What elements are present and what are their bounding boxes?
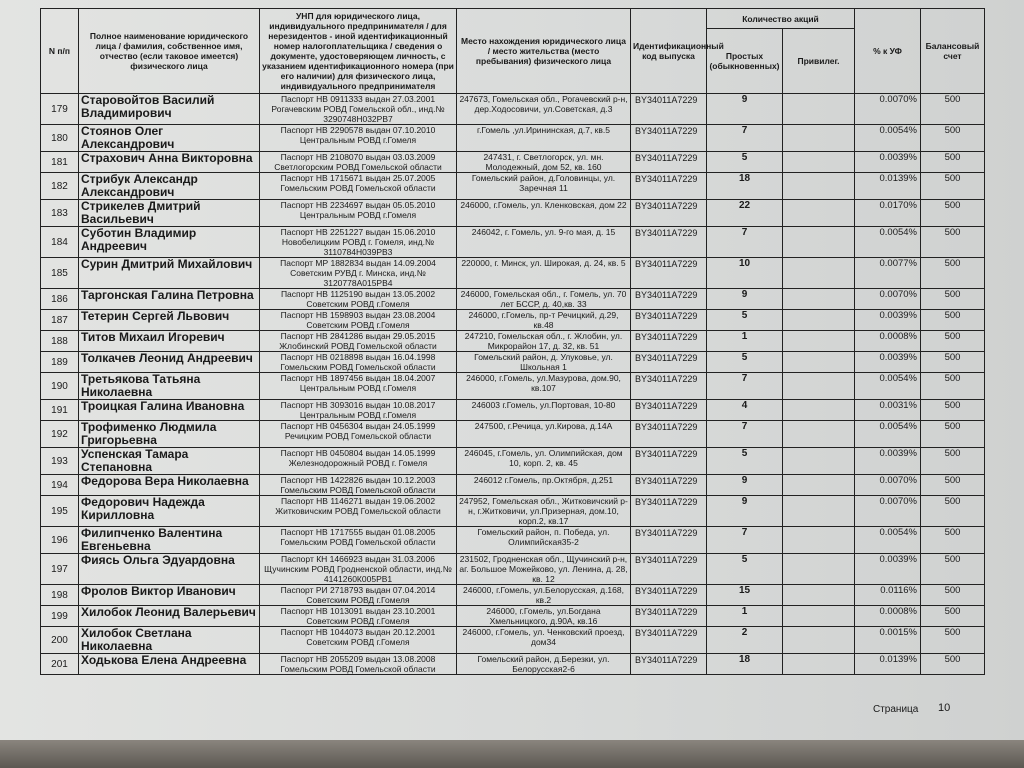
preferred-shares [783,200,855,227]
table-row [41,173,985,200]
balance-account: 500 [921,654,985,675]
holder-name: Ходькова Елена Андреевна [79,654,260,675]
holder-name: Стрибук Александр Александрович [79,173,260,200]
simple-shares: 1 [707,331,783,352]
table-row [41,627,985,654]
share-percent: 0.0039% [855,554,921,585]
simple-shares: 5 [707,310,783,331]
simple-shares: 5 [707,448,783,475]
preferred-shares [783,94,855,125]
share-percent: 0.0039% [855,448,921,475]
simple-shares: 7 [707,227,783,258]
share-percent: 0.0070% [855,94,921,125]
share-percent: 0.0054% [855,227,921,258]
issue-code: BY34011A7229 [631,125,707,152]
simple-shares: 5 [707,352,783,373]
issue-code: BY34011A7229 [631,94,707,125]
holder-name: Титов Михаил Игоревич [79,331,260,352]
identity-document: Паспорт НВ 3093016 выдан 10.08.2017 Центральным РОВД г.Гомеля [260,400,457,421]
issue-code: BY34011A7229 [631,331,707,352]
preferred-shares [783,173,855,200]
table-row [41,310,985,331]
holder-name: Федорова Вера Николаевна [79,475,260,496]
balance-account: 500 [921,94,985,125]
holder-address: Гомельский район, д. Улуковье, ул. Школьная 1 [457,352,631,373]
simple-shares: 5 [707,152,783,173]
simple-shares: 7 [707,125,783,152]
holder-address: 246045, г.Гомель, ул. Олимпийская, дом 10, корп. 2, кв. 45 [457,448,631,475]
share-percent: 0.0054% [855,421,921,448]
preferred-shares [783,258,855,289]
balance-account: 500 [921,331,985,352]
share-percent: 0.0077% [855,258,921,289]
page-number: 10 [938,702,951,714]
header-acct: Балансовый счет [921,9,985,94]
balance-account: 500 [921,352,985,373]
table-row [41,448,985,475]
identity-document: Паспорт НВ 0450804 выдан 14.05.1999 Железнодорожный РОВД г. Гомеля [260,448,457,475]
simple-shares: 18 [707,173,783,200]
holder-name: Стоянов Олег Александрович [79,125,260,152]
holder-address: 246012 г.Гомель, пр.Октября, д.251 [457,475,631,496]
row-number: 192 [41,421,79,448]
preferred-shares [783,125,855,152]
row-number: 191 [41,400,79,421]
share-percent: 0.0116% [855,585,921,606]
identity-document: Паспорт НВ 1717555 выдан 01.08.2005 Гомельским РОВД Гомельской области [260,527,457,554]
holder-address: Гомельский район, д.Березки, ул. Белорусская2-6 [457,654,631,675]
preferred-shares [783,627,855,654]
row-number: 184 [41,227,79,258]
holder-address: 247673, Гомельская обл., Рогачевский р-н, дер.Ходосовичи, ул.Советская, д.3 [457,94,631,125]
balance-account: 500 [921,627,985,654]
issue-code: BY34011A7229 [631,448,707,475]
issue-code: BY34011A7229 [631,527,707,554]
page-label: Страница [873,704,919,715]
issue-code: BY34011A7229 [631,654,707,675]
identity-document: Паспорт НВ 1044073 выдан 20.12.2001 Советским РОВД г.Гомеля [260,627,457,654]
identity-document: Паспорт КН 1466923 выдан 31.03.2006 Щучинским РОВД Гродненской области, инд.№ 4141260К005РВ1 [260,554,457,585]
row-number: 190 [41,373,79,400]
balance-account: 500 [921,585,985,606]
balance-account: 500 [921,527,985,554]
row-number: 194 [41,475,79,496]
holder-name: Толкачев Леонид Андреевич [79,352,260,373]
issue-code: BY34011A7229 [631,421,707,448]
identity-document: Паспорт НВ 1422826 выдан 10.12.2003 Гомельским РОВД Гомельской области [260,475,457,496]
table-row [41,94,985,125]
holder-name: Страхович Анна Викторовна [79,152,260,173]
holder-address: 220000, г. Минск, ул. Широкая, д. 24, кв. 5 [457,258,631,289]
table-row [41,152,985,173]
row-number: 181 [41,152,79,173]
preferred-shares [783,496,855,527]
share-percent: 0.0039% [855,152,921,173]
holder-name: Третьякова Татьяна Николаевна [79,373,260,400]
balance-account: 500 [921,152,985,173]
simple-shares: 9 [707,289,783,310]
holder-address: 246000, г.Гомель, ул. Ченковский проезд, дом34 [457,627,631,654]
share-percent: 0.0054% [855,373,921,400]
holder-address: 247431, г. Светлогорск, ул. мн. Молодежный, дом 52, кв. 160 [457,152,631,173]
row-number: 197 [41,554,79,585]
issue-code: BY34011A7229 [631,606,707,627]
table-row [41,200,985,227]
simple-shares: 9 [707,475,783,496]
holder-address: Гомельский район, д.Головинцы, ул. Заречная 11 [457,173,631,200]
balance-account: 500 [921,200,985,227]
holder-address: 246000, г.Гомель, ул.Богдана Хмельницкого, д.90А, кв.16 [457,606,631,627]
issue-code: BY34011A7229 [631,227,707,258]
simple-shares: 1 [707,606,783,627]
row-number: 189 [41,352,79,373]
identity-document: Паспорт НВ 2234697 выдан 05.05.2010 Центральным РОВД г.Гомеля [260,200,457,227]
identity-document: Паспорт НВ 0456304 выдан 24.05.1999 Речицким РОВД Гомельской области [260,421,457,448]
simple-shares: 18 [707,654,783,675]
balance-account: 500 [921,125,985,152]
simple-shares: 4 [707,400,783,421]
table-row [41,606,985,627]
holder-address: 246003 г.Гомель, ул.Портовая, 10-80 [457,400,631,421]
holder-name: Успенская Тамара Степановна [79,448,260,475]
row-number: 195 [41,496,79,527]
balance-account: 500 [921,554,985,585]
header-num: N п/п [41,9,79,94]
table-row [41,331,985,352]
share-percent: 0.0039% [855,310,921,331]
table-row [41,527,985,554]
share-percent: 0.0170% [855,200,921,227]
holder-address: 246000, г.Гомель, ул.Белорусская, д.168, кв.2 [457,585,631,606]
holder-name: Суботин Владимир Андреевич [79,227,260,258]
holder-address: 246000, г.Гомель, ул. Кленковская, дом 22 [457,200,631,227]
holder-name: Фролов Виктор Иванович [79,585,260,606]
holder-name: Трофименко Людмила Григорьевна [79,421,260,448]
identity-document: Паспорт НВ 1715671 выдан 25.07.2005 Гомельским РОВД Гомельской области [260,173,457,200]
issue-code: BY34011A7229 [631,373,707,400]
preferred-shares [783,400,855,421]
simple-shares: 5 [707,554,783,585]
issue-code: BY34011A7229 [631,400,707,421]
issue-code: BY34011A7229 [631,310,707,331]
identity-document: Паспорт НВ 2251227 выдан 15.06.2010 Новобелицким РОВД г. Гомеля, инд.№ 3110784Н039РВ3 [260,227,457,258]
header-name: Полное наименование юридического лица / фамилия, собственное имя, отчество (если таковое имеется) физического лица [79,9,260,94]
holder-address: г.Гомель ,ул.Ирининская, д.7, кв.5 [457,125,631,152]
preferred-shares [783,585,855,606]
balance-account: 500 [921,310,985,331]
share-percent: 0.0070% [855,475,921,496]
header-simple: Простых (обыкновенных) [707,29,783,94]
identity-document: Паспорт НВ 0218898 выдан 16.04.1998 Гомельским РОВД Гомельской области [260,352,457,373]
row-number: 200 [41,627,79,654]
holder-address: 246000, Гомельская обл., г. Гомель, ул. 70 лет БССР, д. 40,кв. 33 [457,289,631,310]
preferred-shares [783,373,855,400]
balance-account: 500 [921,289,985,310]
holder-name: Фиясь Ольга Эдуардовна [79,554,260,585]
balance-account: 500 [921,606,985,627]
holder-name: Сурин Дмитрий Михайлович [79,258,260,289]
header-priv: Привилег. [783,29,855,94]
holder-address: 246000, г.Гомель, ул.Мазурова, дом.90, кв.107 [457,373,631,400]
identity-document: Паспорт НВ 2290578 выдан 07.10.2010 Центральным РОВД г.Гомеля [260,125,457,152]
preferred-shares [783,654,855,675]
holder-address: 247500, г.Речица, ул.Кирова, д.14А [457,421,631,448]
preferred-shares [783,331,855,352]
holder-address: 247952, Гомельская обл., Житковичский р-н, г.Житковичи, ул.Призерная, дом.10, корп.2, кв.17 [457,496,631,527]
issue-code: BY34011A7229 [631,152,707,173]
row-number: 179 [41,94,79,125]
row-number: 180 [41,125,79,152]
preferred-shares [783,475,855,496]
share-percent: 0.0031% [855,400,921,421]
simple-shares: 7 [707,373,783,400]
preferred-shares [783,527,855,554]
preferred-shares [783,421,855,448]
table-row [41,475,985,496]
table-row [41,258,985,289]
preferred-shares [783,606,855,627]
issue-code: BY34011A7229 [631,475,707,496]
holder-name: Тетерин Сергей Львович [79,310,260,331]
share-percent: 0.0070% [855,496,921,527]
balance-account: 500 [921,173,985,200]
balance-account: 500 [921,227,985,258]
balance-account: 500 [921,448,985,475]
header-pct: % к УФ [855,9,921,94]
identity-document: Паспорт НВ 2108070 выдан 03.03.2009 Светлогорским РОВД Гомельской области [260,152,457,173]
holder-name: Хилобок Леонид Валерьевич [79,606,260,627]
balance-account: 500 [921,258,985,289]
header-code: Идентификационный код выпуска [631,9,707,94]
issue-code: BY34011A7229 [631,554,707,585]
share-percent: 0.0008% [855,331,921,352]
row-number: 182 [41,173,79,200]
header-unp: УНП для юридического лица, индивидуального предпринимателя / для нерезидентов - иной идентификационный номер налогоплательщика / сведения о документе, удостоверяющем личность, с указанием идентификационного номера (при его наличии) для физического лица, индивидуального предпринимателя [260,9,457,94]
identity-document: Паспорт НВ 1598903 выдан 23.08.2004 Советским РОВД г.Гомеля [260,310,457,331]
holder-address: 247210, Гомельская обл., г. Жлобин, ул. Микрорайон 17, д. 32, кв. 51 [457,331,631,352]
share-percent: 0.0054% [855,125,921,152]
identity-document: Паспорт НВ 1897456 выдан 18.04.2007 Центральным РОВД г.Гомеля [260,373,457,400]
simple-shares: 9 [707,94,783,125]
identity-document: Паспорт НВ 1125190 выдан 13.05.2002 Советским РОВД г.Гомеля [260,289,457,310]
identity-document: Паспорт РИ 2718793 выдан 07.04.2014 Советским РОВД г.Гомеля [260,585,457,606]
preferred-shares [783,289,855,310]
row-number: 187 [41,310,79,331]
holder-name: Хилобок Светлана Николаевна [79,627,260,654]
table-row [41,400,985,421]
issue-code: BY34011A7229 [631,289,707,310]
row-number: 185 [41,258,79,289]
identity-document: Паспорт НВ 0911333 выдан 27.03.2001 Рогачевским РОВД Гомельской обл., инд.№ 3290748Н032РВ7 [260,94,457,125]
issue-code: BY34011A7229 [631,496,707,527]
row-number: 186 [41,289,79,310]
preferred-shares [783,227,855,258]
holder-name: Старовойтов Василий Владимирович [79,94,260,125]
share-percent: 0.0054% [855,527,921,554]
holder-address: 246042, г. Гомель, ул. 9-го мая, д. 15 [457,227,631,258]
share-percent: 0.0008% [855,606,921,627]
holder-name: Федорович Надежда Кирилловна [79,496,260,527]
table-row [41,585,985,606]
simple-shares: 2 [707,627,783,654]
holder-name: Троицкая Галина Ивановна [79,400,260,421]
issue-code: BY34011A7229 [631,200,707,227]
table-row [41,125,985,152]
table-row [41,554,985,585]
preferred-shares [783,448,855,475]
share-percent: 0.0139% [855,654,921,675]
simple-shares: 9 [707,496,783,527]
balance-account: 500 [921,421,985,448]
header-shares: Количество акций [707,9,855,29]
shareholders-table [40,8,985,675]
simple-shares: 10 [707,258,783,289]
preferred-shares [783,554,855,585]
holder-name: Филипченко Валентина Евгеньевна [79,527,260,554]
table-row [41,373,985,400]
holder-address: Гомельский район, п. Победа, ул. Олимпийская35-2 [457,527,631,554]
simple-shares: 7 [707,527,783,554]
share-percent: 0.0039% [855,352,921,373]
balance-account: 500 [921,373,985,400]
preferred-shares [783,352,855,373]
table-row [41,289,985,310]
balance-account: 500 [921,475,985,496]
table-row [41,227,985,258]
simple-shares: 22 [707,200,783,227]
row-number: 196 [41,527,79,554]
balance-account: 500 [921,400,985,421]
row-number: 188 [41,331,79,352]
issue-code: BY34011A7229 [631,627,707,654]
identity-document: Паспорт НВ 1146271 выдан 19.06.2002 Житковичским РОВД Гомельской области [260,496,457,527]
row-number: 201 [41,654,79,675]
row-number: 198 [41,585,79,606]
row-number: 199 [41,606,79,627]
holder-address: 231502, Гродненская обл., Щучинский р-н, аг. Большое Можейково, ул. Ленина, д. 28, кв. 12 [457,554,631,585]
table-row [41,421,985,448]
row-number: 193 [41,448,79,475]
issue-code: BY34011A7229 [631,585,707,606]
identity-document: Паспорт НВ 2841286 выдан 29.05.2015 Жлобинский РОВД Гомельской области [260,331,457,352]
issue-code: BY34011A7229 [631,173,707,200]
balance-account: 500 [921,496,985,527]
holder-name: Стрикелев Дмитрий Васильевич [79,200,260,227]
identity-document: Паспорт НВ 2055209 выдан 13.08.2008 Гомельским РОВД Гомельской области [260,654,457,675]
share-percent: 0.0139% [855,173,921,200]
identity-document: Паспорт НВ 1013091 выдан 23.10.2001 Советским РОВД г.Гомеля [260,606,457,627]
identity-document: Паспорт МР 1882834 выдан 14.09.2004 Советским РУВД г. Минска, инд.№ 3120778А015РВ4 [260,258,457,289]
issue-code: BY34011A7229 [631,258,707,289]
issue-code: BY34011A7229 [631,352,707,373]
header-address: Место нахождения юридического лица / место жительства (место пребывания) физического лица [457,9,631,94]
desk-surface [0,740,1024,768]
table-row [41,352,985,373]
holder-address: 246000, г.Гомель, пр-т Речицкий, д.29, кв.48 [457,310,631,331]
table-row [41,496,985,527]
row-number: 183 [41,200,79,227]
preferred-shares [783,310,855,331]
share-percent: 0.0070% [855,289,921,310]
simple-shares: 15 [707,585,783,606]
holder-name: Таргонская Галина Петровна [79,289,260,310]
share-percent: 0.0015% [855,627,921,654]
simple-shares: 7 [707,421,783,448]
preferred-shares [783,152,855,173]
table-row [41,654,985,675]
